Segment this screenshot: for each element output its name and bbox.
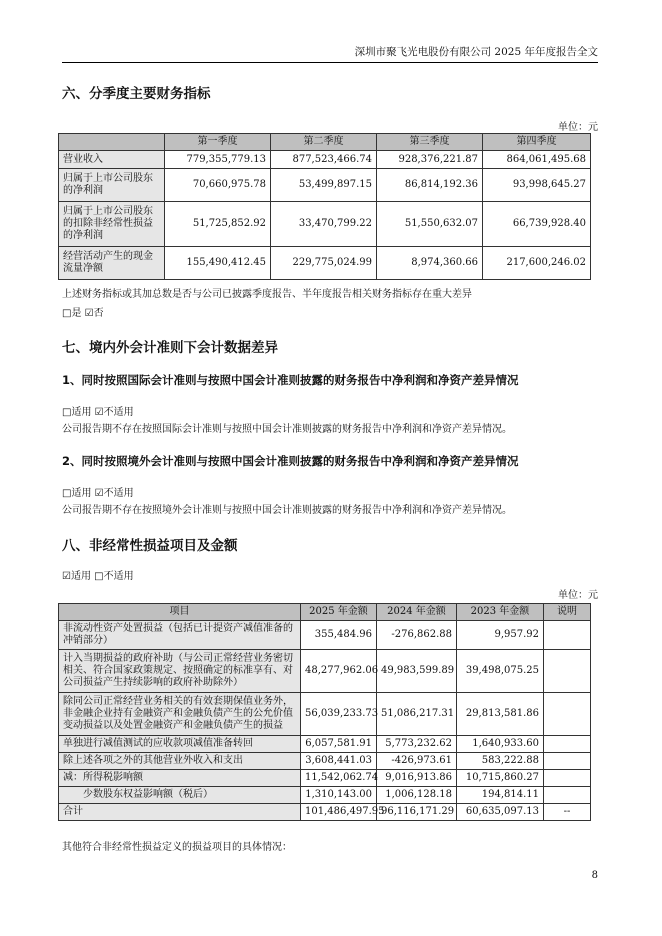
cell-value: 53,499,897.15 [271,169,377,202]
cell-value: 229,775,024.99 [271,247,377,280]
row-label: 归属于上市公司股东的扣除非经常性损益的净利润 [59,202,165,247]
s8-choice: ☑适用 □不适用 [62,571,134,582]
header-cell: 2024 年金额 [377,604,457,621]
header-cell: 说明 [544,604,591,621]
cell-value: 864,061,495.68 [483,151,591,169]
cell-value: 194,814.11 [457,787,544,804]
cell-value: 60,635,097.13 [457,804,544,821]
table-row [59,202,591,247]
table-row [59,169,591,202]
table-row [59,787,591,804]
cell-value: 51,550,632.07 [377,202,483,247]
section-8-title: 八、非经常性损益项目及金额 [62,538,238,554]
s7-sub1-choice: □适用 ☑不适用 [62,407,134,418]
non-recurring-gains-table [58,603,591,821]
s7-sub1-text: 公司报告期不存在按照国际会计准则与按照中国会计准则披露的财务报告中净利润和净资产差异情况。 [62,424,512,435]
row-label: 计入当期损益的政府补助（与公司正常经营业务密切相关、符合国家政策规定、按照确定的标准享有、对公司损益产生持续影响的政府补助除外） [59,650,301,693]
row-label: 营业收入 [59,151,165,169]
table-row [59,650,591,693]
s7-sub2-title: 2、同时按照境外会计准则与按照中国会计准则披露的财务报告中净利润和净资产差异情况 [62,454,519,468]
cell-value: 29,813,581.86 [457,693,544,736]
table-row [59,151,591,169]
cell-value: 51,086,217.31 [377,693,457,736]
cell-value: 96,116,171.29 [377,804,457,821]
header-rule [62,62,598,63]
cell-value: 1,640,933.60 [457,736,544,753]
row-label: 除同公司正常经营业务相关的有效套期保值业务外，非金融企业持有金融资产和金融负债产生的公允价值变动损益以及处置金融资产和金融负债产生的损益 [59,693,301,736]
header-cell: 第四季度 [483,134,591,151]
cell-value: 70,660,975.78 [165,169,271,202]
cell-value: 8,974,360.66 [377,247,483,280]
row-label: 少数股东权益影响额（税后） [59,787,301,804]
cell-note: -- [544,804,591,821]
header-cell: 2023 年金额 [457,604,544,621]
cell-value: 51,725,852.92 [165,202,271,247]
quarterly-indicators-table [58,133,591,280]
cell-value: 779,355,779.13 [165,151,271,169]
cell-value: 217,600,246.02 [483,247,591,280]
cell-note [544,693,591,736]
cell-note [544,770,591,787]
cell-value: -276,862.88 [377,621,457,650]
cell-value: 583,222.88 [457,753,544,770]
cell-value: -426,973.61 [377,753,457,770]
cell-value: 1,310,143.00 [301,787,377,804]
page-header: 深圳市聚飞光电股份有限公司 2025 年年度报告全文 [354,46,598,58]
header-cell: 第一季度 [165,134,271,151]
table-header-row [59,604,591,621]
cell-value: 10,715,860.27 [457,770,544,787]
row-label: 归属于上市公司股东的净利润 [59,169,165,202]
cell-value: 877,523,466.74 [271,151,377,169]
cell-value: 1,006,128.18 [377,787,457,804]
cell-value: 93,998,645.27 [483,169,591,202]
s8-unit: 单位：元 [558,590,598,601]
table-row-total [59,804,591,821]
cell-value: 11,542,062.74 [301,770,377,787]
row-label: 单独进行减值测试的应收款项减值准备转回 [59,736,301,753]
s8-footer: 其他符合非经常性损益定义的损益项目的具体情况： [62,842,292,853]
s7-sub1-title: 1、同时按照国际会计准则与按照中国会计准则披露的财务报告中净利润和净资产差异情况 [62,373,519,387]
cell-value: 155,490,412.45 [165,247,271,280]
row-label: 合计 [59,804,301,821]
cell-value: 39,498,075.25 [457,650,544,693]
cell-value: 5,773,232.62 [377,736,457,753]
cell-value: 48,277,962.06 [301,650,377,693]
s7-sub2-text: 公司报告期不存在按照境外会计准则与按照中国会计准则披露的财务报告中净利润和净资产差异情况。 [62,505,512,516]
table-row [59,693,591,736]
header-cell: 第三季度 [377,134,483,151]
header-cell: 第二季度 [271,134,377,151]
header-cell: 2025 年金额 [301,604,377,621]
cell-value: 66,739,928.40 [483,202,591,247]
row-label: 减：所得税影响额 [59,770,301,787]
cell-value: 86,814,192.36 [377,169,483,202]
table-header-row [59,134,591,151]
s6-choice: □是 ☑否 [62,308,104,319]
table-row [59,753,591,770]
cell-value: 6,057,581.91 [301,736,377,753]
cell-value: 56,039,233.73 [301,693,377,736]
cell-note [544,650,591,693]
cell-value: 9,957.92 [457,621,544,650]
cell-note [544,753,591,770]
s6-note: 上述财务指标或其加总数是否与公司已披露季度报告、半年度报告相关财务指标存在重大差异 [62,289,472,300]
cell-value: 101,486,497.95 [301,804,377,821]
table-row [59,736,591,753]
row-label: 除上述各项之外的其他营业外收入和支出 [59,753,301,770]
cell-value: 355,484.96 [301,621,377,650]
cell-value: 49,983,599.89 [377,650,457,693]
cell-value: 9,016,913.86 [377,770,457,787]
header-cell [59,134,165,151]
table-row [59,247,591,280]
cell-note [544,621,591,650]
row-label: 经营活动产生的现金流量净额 [59,247,165,280]
page-number: 8 [591,870,598,881]
s7-sub2-choice: □适用 ☑不适用 [62,488,134,499]
cell-note [544,736,591,753]
cell-value: 928,376,221.87 [377,151,483,169]
s6-unit: 单位：元 [558,122,598,133]
table-row [59,770,591,787]
cell-value: 3,608,441.03 [301,753,377,770]
header-cell: 项目 [59,604,301,621]
cell-value: 33,470,799.22 [271,202,377,247]
section-7-title: 七、境内外会计准则下会计数据差异 [62,340,278,356]
table-row [59,621,591,650]
row-label: 非流动性资产处置损益（包括已计提资产减值准备的冲销部分） [59,621,301,650]
section-6-title: 六、分季度主要财务指标 [62,86,211,102]
cell-note [544,787,591,804]
